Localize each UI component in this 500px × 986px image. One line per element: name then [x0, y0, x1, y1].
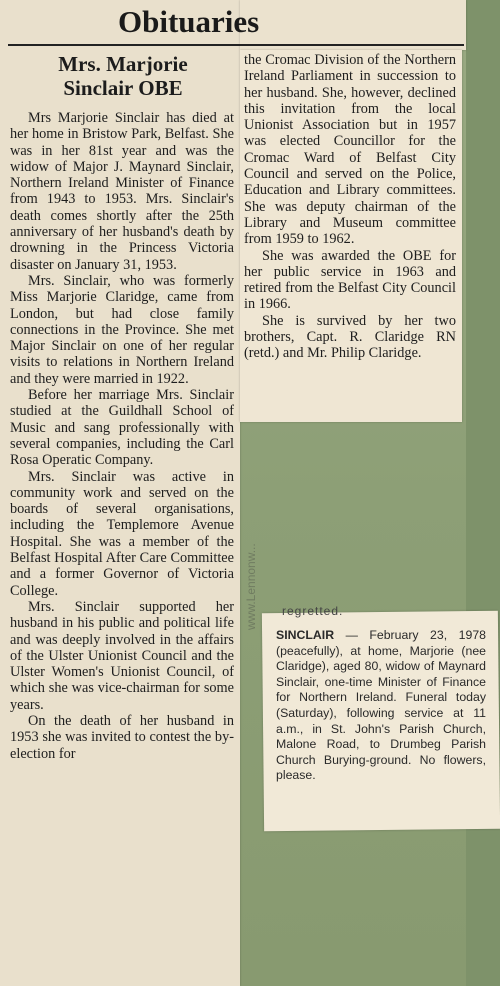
- album-page-edge: [466, 0, 500, 986]
- obituary-paragraph: She is survived by her two brothers, Capt. R. Claridge RN (retd.) and Mr. Philip Claridge.: [244, 312, 456, 362]
- obituary-paragraph: On the death of her husband in 1953 she was invited to contest the by-election for: [10, 712, 234, 762]
- obituary-paragraph: Mrs. Sinclair was active in community work and served on the boards of several organisations, including the Templemore Avenue Hospital. She was a member of the Belfast Hospital After Care Committee and a former Governor of Victoria College.: [10, 468, 234, 599]
- headline-line-1: Mrs. Marjorie: [58, 52, 188, 76]
- death-notice-body: — February 23, 1978 (peacefully), at home, Marjorie (nee Claridge), aged 80, widow of Maynard Sinclair, one-time Minister of Finance for Northern Ireland. Funeral today (Saturday), following service at 11 a.m., in St. John's Parish Church, Malone Road, to Drumbeg Parish Church Burying-ground. No flowers, please.: [276, 628, 486, 783]
- obituary-left-column: [10, 110, 234, 762]
- obituary-paragraph: Mrs. Sinclair, who was formerly Miss Marjorie Claridge, came from London, but had close family connections in the Province. She met Major Sinclair on one of her regular visits to relations in Northern Ireland and they were married in 1922.: [10, 272, 234, 387]
- section-masthead: Obituaries: [118, 4, 260, 39]
- headline-line-2: Sinclair OBE: [63, 76, 183, 100]
- obituary-right-column: [244, 52, 456, 362]
- death-notice-name: SINCLAIR: [276, 628, 335, 642]
- masthead-rule: [8, 44, 464, 46]
- obituary-paragraph: She was awarded the OBE for her public service in 1963 and retired from the Belfast City Council in 1966.: [244, 247, 456, 313]
- obituary-paragraph: Before her marriage Mrs. Sinclair studied at the Guildhall School of Music and sang professionally with several companies, including the Carl Rosa Operatic Company.: [10, 387, 234, 469]
- obituary-headline: [12, 52, 234, 100]
- obituary-paragraph: Mrs. Sinclair supported her husband in his public and political life and was deeply involved in the affairs of the Ulster Unionist Council and the Ulster Women's Unionist Council, of which she was vice-chairman for some years.: [10, 598, 234, 713]
- website-watermark-stamp: www.Lennonw...: [244, 543, 258, 630]
- cut-off-text: regretted.: [282, 604, 344, 618]
- death-notice: [276, 628, 486, 784]
- obituary-paragraph: Mrs Marjorie Sinclair has died at her home in Bristow Park, Belfast. She was in her 81st year and was the widow of Major J. Maynard Sinclair, Northern Ireland Minister of Finance from 1943 to 1953. Mrs. Sinclair's death comes shortly after the 25th anniversary of her husband's death by drowning in the Princess Victoria disaster on January 31, 1953.: [10, 110, 234, 273]
- obituary-paragraph: the Cromac Division of the Northern Ireland Parliament in succession to her husband. She, however, declined this invitation from the local Unionist Association but in 1957 was elected Councillor for the Cromac Ward of Belfast City Council and served on the Police, Education and Library committees. She was deputy chairman of the Library and Museum committee from 1959 to 1962.: [244, 52, 456, 248]
